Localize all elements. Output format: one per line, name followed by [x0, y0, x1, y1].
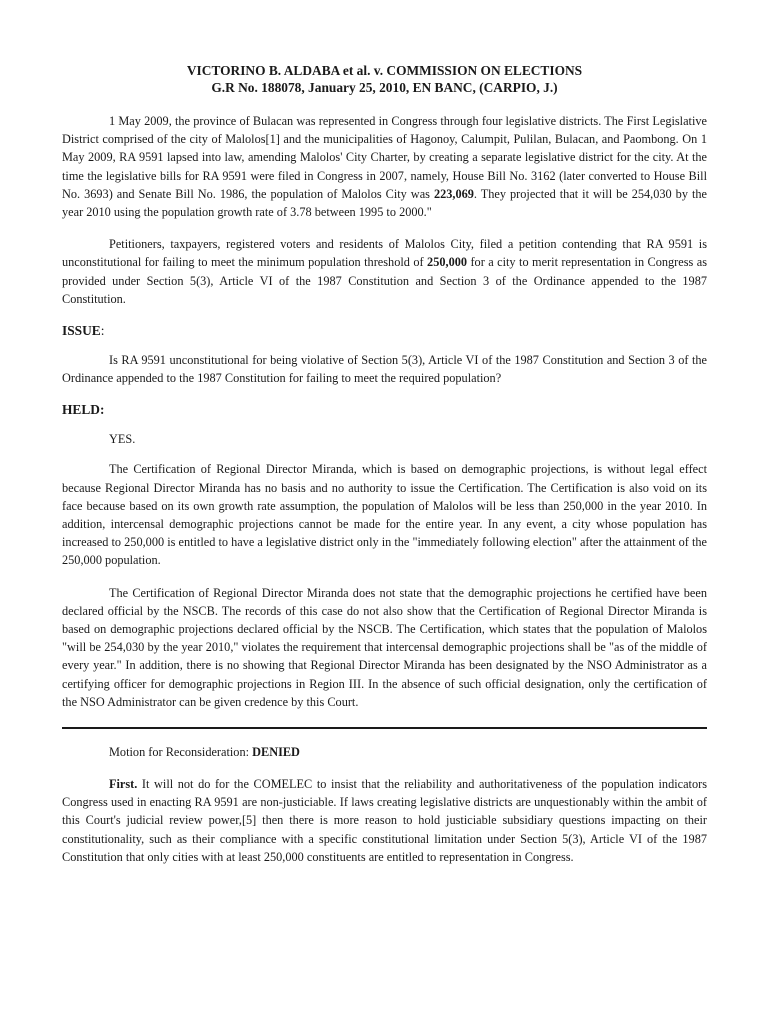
- section-divider: [62, 727, 707, 729]
- held-heading: HELD:: [62, 402, 105, 418]
- held-paragraph-2: The Certification of Regional Director Miranda does not state that the demographic projections he certified have been declared official by the NSCB. The records of this case do not also show that the Certification of Regional Director Miranda is based on demographic projections declared official by the NSCB. The Certification, which states that the population of Malolos "will be 254,030 by the year 2010," violates the requirement that intercensal demographic projections shall be "as of the middle of every year." In addition, there is no showing that Regional Director Miranda has been designated by the NSO Administrator as a certifying officer for demographic projections in Region III. In the absence of such official designation, only the certification of the NSO Administrator can be given credence by this Court.: [62, 585, 707, 709]
- first-text: It will not do for the COMELEC to insist that the reliability and authoritativeness of the population indicators Congress used in enacting RA 9591 are non-justiciable. If laws creating legislative districts are unquestionably within the ambit of this Court's judicial review power,[5] then there is more reason to hold justiciable subsidiary questions impacting on their constitutionality, such as their compliance with a specific constitutional limitation under Section 5(3), Article VI of the 1987 Constitution that only cities with at least 250,000 constituents are entitled to representation in Congress.: [62, 777, 707, 864]
- facts-paragraph-2: [62, 235, 707, 308]
- issue-heading: [62, 322, 707, 339]
- case-citation: G.R No. 188078, January 25, 2010, EN BANC, (CARPIO, J.): [211, 80, 558, 95]
- issue-text: Is RA 9591 unconstitutional for being violative of Section 5(3), Article VI of the 1987 Constitution and Section 3 of the Ordinance appended to the 1987 Constitution for failing to meet the required population?: [62, 353, 707, 386]
- motion-result: DENIED: [252, 745, 300, 760]
- first-label: First.: [109, 777, 138, 792]
- held-paragraph-1: The Certification of Regional Director Miranda, which is based on demographic projections, is without legal effect because Regional Director Miranda has no basis and no authority to issue the Certification. The Certification is also void on its face because based on its own growth rate assumption, the population of Malolos will be less than 250,000 in the year 2010. In addition, intercensal demographic projections cannot be made for the entire year. In any event, a city whose population has increased to 250,000 is entitled to have a legislative district only in the "immediately following election" after the attainment of the 250,000 population.: [62, 462, 707, 568]
- held-answer: YES.: [109, 432, 136, 447]
- population-threshold: 250,000: [427, 255, 468, 270]
- facts-text-1b: . They projected that it will be 254,030 by the year 2010 using the population growth rate of 3.78 between 1995 to 2000.": [62, 186, 707, 220]
- facts-paragraph-1: [62, 112, 707, 221]
- motion-label: Motion for Reconsideration:: [109, 745, 253, 760]
- population-figure: 223,069: [433, 186, 474, 201]
- motion-first-paragraph: [62, 775, 707, 866]
- facts-text-1a: 1 May 2009, the province of Bulacan was represented in Congress through four legislative districts. The First Legislative District comprised of the city of Malolos[1] and the municipalities of Hagonoy, Calumpit, Pulilan, Bulacan, and Paombong. On 1 May 2009, RA 9591 lapsed into law, amending Malolos' City Charter, by creating a separate legislative district for the city. At the time the legislative bills for RA 9591 were filed in Congress in 2007, namely, House Bill No. 3162 (later converted to House Bill No. 3693) and Senate Bill No. 1986, the population of Malolos City was: [62, 114, 707, 201]
- issue-heading-colon: :: [100, 323, 105, 339]
- facts-text-2a: Petitioners, taxpayers, registered voters and residents of Malolos City, filed a petition contending that RA 9591 is unconstitutional for failing to meet the minimum population threshold of: [62, 237, 707, 270]
- motion-line: [62, 743, 707, 761]
- issue-heading-text: ISSUE: [62, 323, 101, 339]
- case-title: VICTORINO B. ALDABA et al. v. COMMISSION ON ELECTIONS: [186, 63, 583, 78]
- facts-text-2b: for a city to merit representation in Congress as provided under Section 5(3), Article VI of the 1987 Constitution and Section 3 of the Ordinance appended to the 1987 Constitution.: [62, 255, 707, 306]
- document-page: [62, 62, 707, 866]
